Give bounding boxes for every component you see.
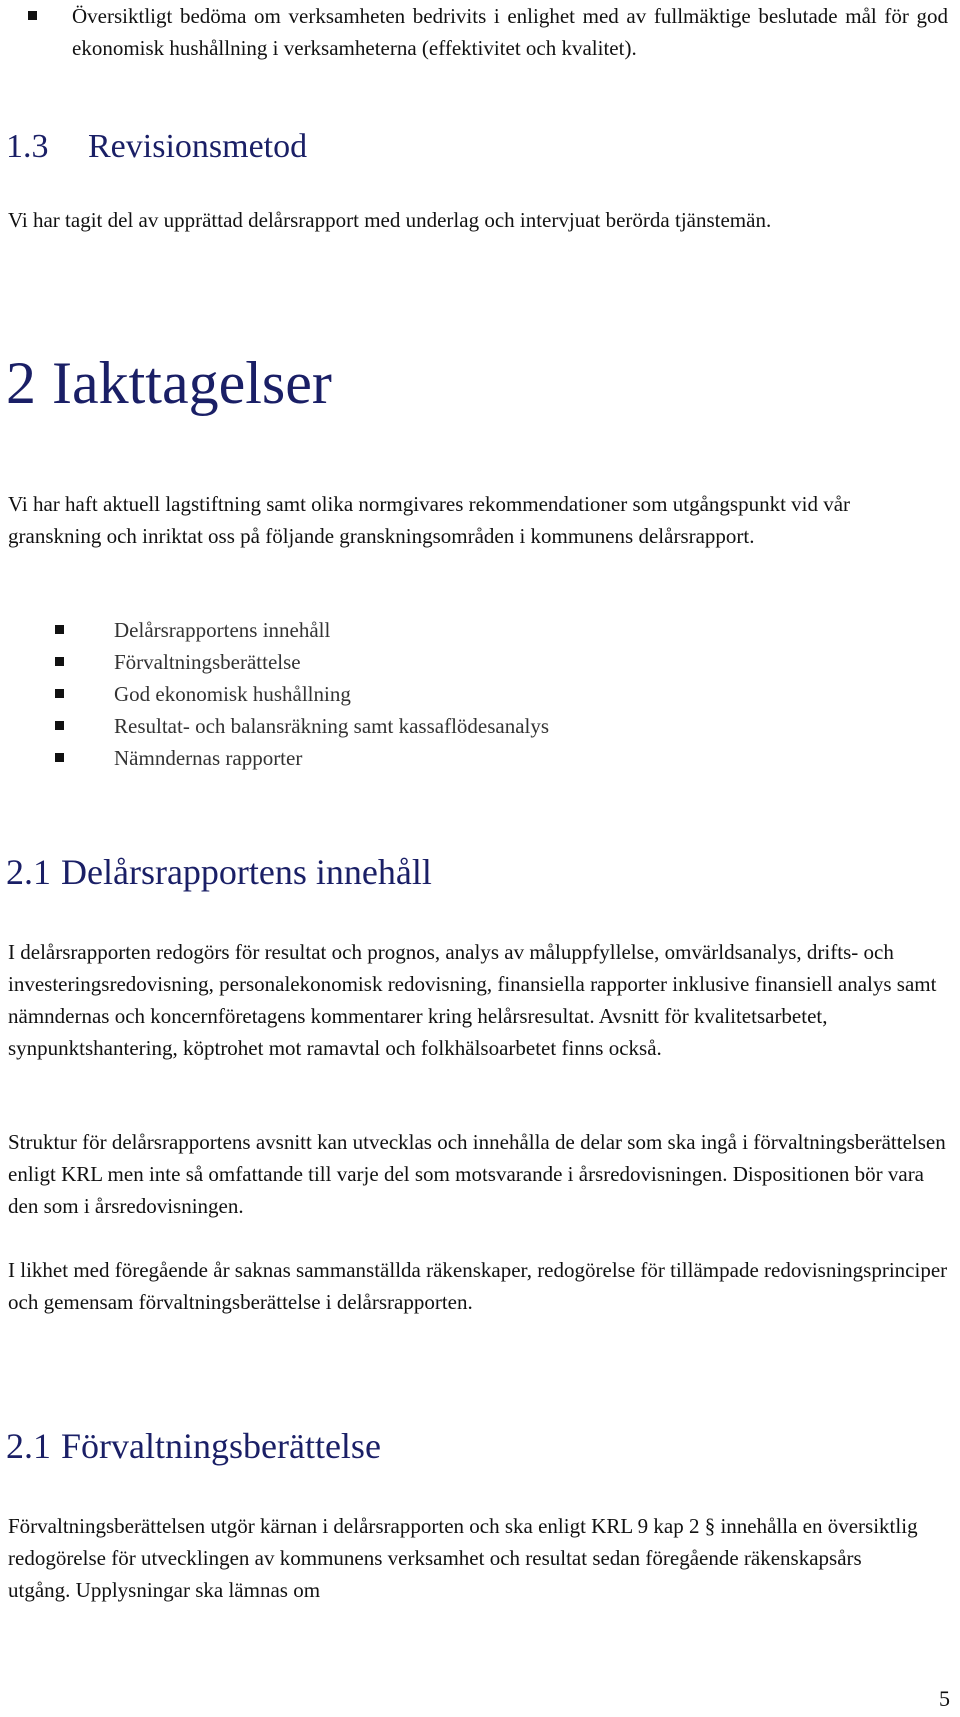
chapter-number: 2: [6, 350, 36, 416]
section-heading-2-1-management: [6, 1424, 381, 1468]
section-number: 1.3: [6, 128, 49, 165]
list-item: [0, 614, 900, 646]
square-bullet-icon: [28, 11, 37, 20]
square-bullet-icon: [55, 689, 64, 698]
square-bullet-icon: [55, 753, 64, 762]
intro-bullet-text: Översiktligt bedöma om verksamheten bedrivits i enlighet med av fullmäktige beslutade mål för god ekonomisk hushållning i verksamheterna (effektivitet och kvalitet).: [72, 4, 948, 60]
paragraph-management-report: Förvaltningsberättelsen utgör kärnan i delårsrapporten och ska enligt KRL 9 kap 2 § innehålla en översiktlig redogörelse för utvecklingen av kommunens verksamhet och resultat sedan föregående räkenskapsårs utgång. Upplysningar ska lämnas om: [8, 1514, 918, 1602]
paragraph-content-2: Struktur för delårsrapportens avsnitt kan utvecklas och innehålla de delar som ska ingå i förvaltningsberättelsen enligt KRL men inte så omfattande till varje del som motsvarande i årsredovisningen. Dispositionen bör vara den som i årsredovisningen.: [8, 1130, 946, 1218]
paragraph-revisionsmetod: Vi har tagit del av upprättad delårsrapport med underlag och intervjuat berörda tjänstemän.: [8, 208, 772, 232]
square-bullet-icon: [55, 721, 64, 730]
chapter-title: Iakttagelser: [52, 350, 332, 416]
list-item-text: Resultat- och balansräkning samt kassaflödesanalys: [114, 714, 550, 738]
paragraph-content-3: I likhet med föregående år saknas sammanställda räkenskaper, redogörelse för tillämpade redovisningsprinciper och gemensam förvaltningsberättelse i delårsrapporten.: [8, 1258, 948, 1314]
square-bullet-icon: [55, 625, 64, 634]
page-number: 5: [939, 1686, 950, 1711]
section-number: 2.1: [6, 1426, 51, 1466]
list-item: [0, 678, 900, 710]
review-areas-list: [0, 614, 900, 774]
list-item-text: Nämndernas rapporter: [114, 746, 303, 770]
list-item: [0, 710, 900, 742]
section-heading-2-1-content: [6, 850, 432, 894]
paragraph-content-1: I delårsrapporten redogörs för resultat och prognos, analys av måluppfyllelse, omvärldsanalys, drifts- och investeringsredovisning, personalekonomisk redovisning, finansiella rapporter inklusive finansiell analys samt nämndernas och koncernföretagens kommentarer kring helårsresultat. Avsnitt för kvalitetsarbetet, synpunktshantering, köptrohet mot ramavtal och folkhälsoarbetet finns också.: [8, 940, 937, 1060]
section-title: Revisionsmetod: [88, 128, 308, 165]
list-item: [0, 742, 900, 774]
section-number: 2.1: [6, 852, 51, 892]
chapter-heading-2: [6, 348, 332, 418]
section-heading-1-3: [6, 126, 307, 168]
paragraph-iakttagelser: Vi har haft aktuell lagstiftning samt olika normgivares rekommendationer som utgångspunkt vid vår granskning och inriktat oss på följande granskningsområden i kommunens delårsrapport.: [8, 492, 851, 548]
list-item-text: God ekonomisk hushållning: [114, 682, 351, 706]
list-item: [0, 646, 900, 678]
square-bullet-icon: [55, 657, 64, 666]
list-item-text: Delårsrapportens innehåll: [114, 618, 331, 642]
section-title: Förvaltningsberättelse: [61, 1426, 381, 1466]
list-item-text: Förvaltningsberättelse: [114, 650, 301, 674]
section-title: Delårsrapportens innehåll: [61, 852, 432, 892]
